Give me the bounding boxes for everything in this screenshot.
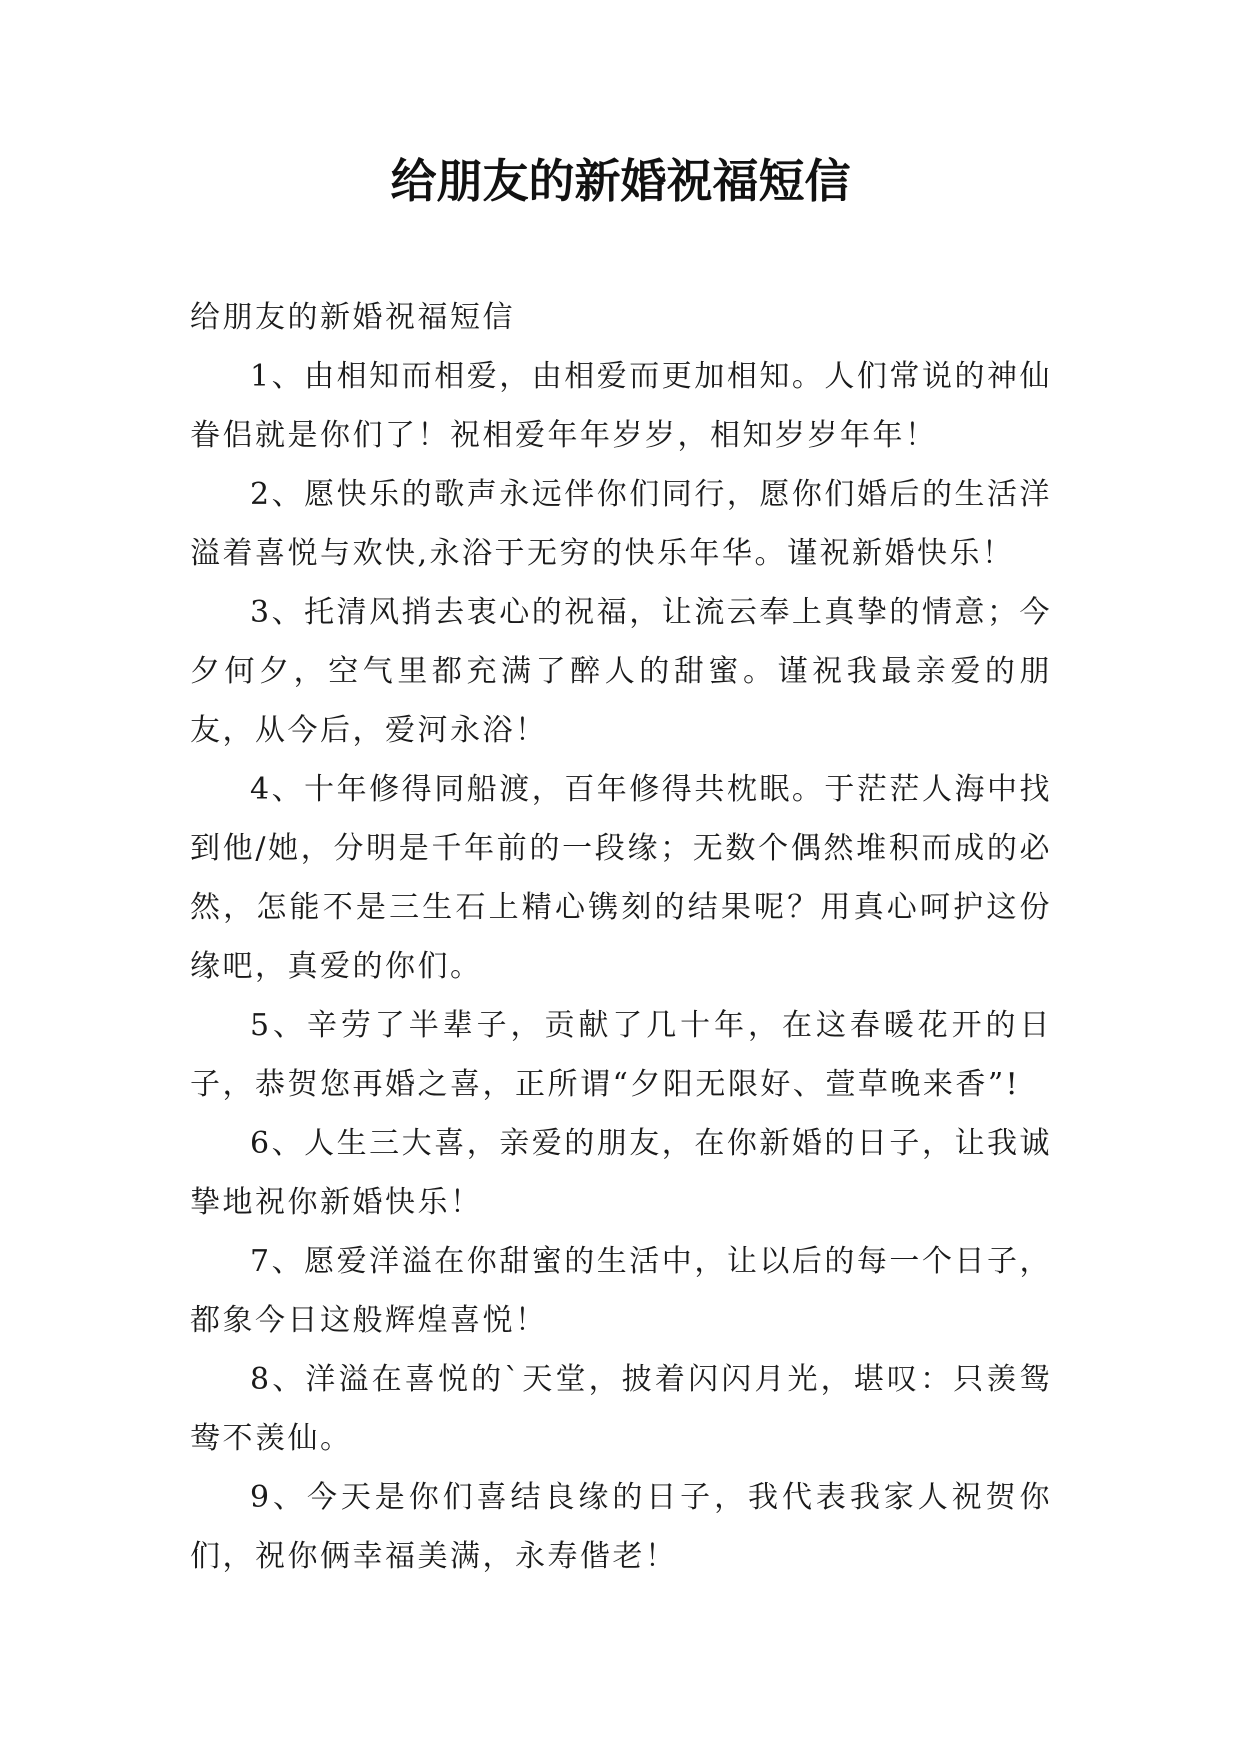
paragraph-2: 2、愿快乐的歌声永远伴你们同行，愿你们婚后的生活洋溢着喜悦与欢快,永浴于无穷的快乐年华。谨祝新婚快乐！ [190,477,1052,571]
paragraph-4: 4、十年修得同船渡，百年修得共枕眠。于茫茫人海中找到他/她，分明是千年前的一段缘；无数个偶然堆积而成的必然，怎能不是三生石上精心镌刻的结果呢？用真心呵护这份缘吧，真爱的你们。 [190,772,1052,984]
paragraph-9: 9、今天是你们喜结良缘的日子，我代表我家人祝贺你们，祝你俩幸福美满，永寿偕老！ [190,1480,1052,1574]
paragraph-8: 8、洋溢在喜悦的`天堂，披着闪闪月光，堪叹：只羡鸳鸯不羡仙。 [190,1362,1052,1456]
paragraph-6: 6、人生三大喜，亲爱的朋友，在你新婚的日子，让我诚挚地祝你新婚快乐！ [190,1126,1052,1220]
document-subtitle: 给朋友的新婚祝福短信 [190,300,515,335]
document-title: 给朋友的新婚祝福短信 [390,154,851,208]
paragraph-7: 7、愿爱洋溢在你甜蜜的生活中，让以后的每一个日子，都象今日这般辉煌喜悦！ [190,1244,1052,1338]
paragraph-3: 3、托清风捎去衷心的祝福，让流云奉上真挚的情意；今夕何夕，空气里都充满了醉人的甜蜜。谨祝我最亲爱的朋友，从今后，爱河永浴！ [190,595,1052,748]
paragraph-5: 5、辛劳了半辈子，贡献了几十年，在这春暖花开的日子，恭贺您再婚之喜，正所谓“夕阳无限好、萱草晚来香”! [190,1008,1052,1102]
document-body [190,288,1052,1586]
paragraph-1: 1、由相知而相爱，由相爱而更加相知。人们常说的神仙眷侣就是你们了！祝相爱年年岁岁，相知岁岁年年！ [190,359,1052,453]
